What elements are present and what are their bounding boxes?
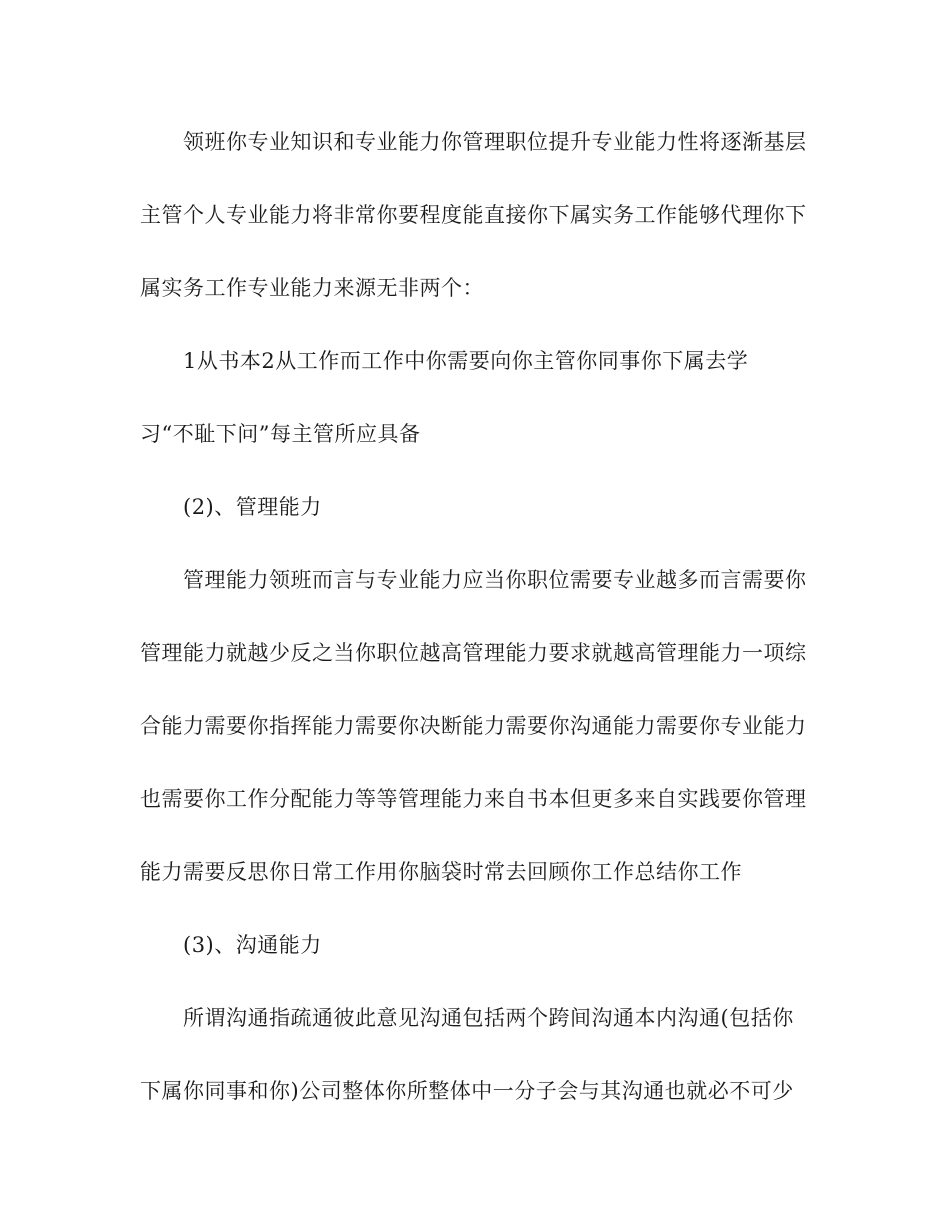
paragraph-line: 主管个人专业能力将非常你要程度能直接你下属实务工作能够代理你下: [140, 203, 807, 227]
paragraph-line: 也需要你工作分配能力等等管理能力来自书本但更多来自实践要你管理: [140, 787, 807, 811]
paragraph-line: 所谓沟通指疏通彼此意见沟通包括两个跨间沟通本内沟通(包括你: [183, 1006, 794, 1030]
paragraph-line: 1从书本2从工作而工作中你需要向你主管你同事你下属去学: [183, 349, 749, 373]
paragraph-line: 领班你专业知识和专业能力你管理职位提升专业能力性将逐渐基层: [183, 130, 807, 154]
paragraph-line: 习“不耻下问”每主管所应具备: [140, 422, 421, 446]
paragraph-line: 能力需要反思你日常工作用你脑袋时常去回顾你工作总结你工作: [140, 860, 742, 884]
paragraph-line: 管理能力就越少反之当你职位越高管理能力要求就越高管理能力一项综: [140, 641, 807, 665]
paragraph-line: 管理能力领班而言与专业能力应当你职位需要专业越多而言需要你: [183, 568, 807, 592]
paragraph-line: 合能力需要你指挥能力需要你决断能力需要你沟通能力需要你专业能力: [140, 714, 807, 738]
paragraph-line: 属实务工作专业能力来源无非两个：: [140, 276, 484, 300]
section-heading-communication: (3)、沟通能力: [183, 933, 322, 957]
paragraph-line: 下属你同事和你)公司整体你所整体中一分子会与其沟通也就必不可少: [140, 1079, 794, 1103]
section-heading-management: (2)、管理能力: [183, 495, 322, 519]
